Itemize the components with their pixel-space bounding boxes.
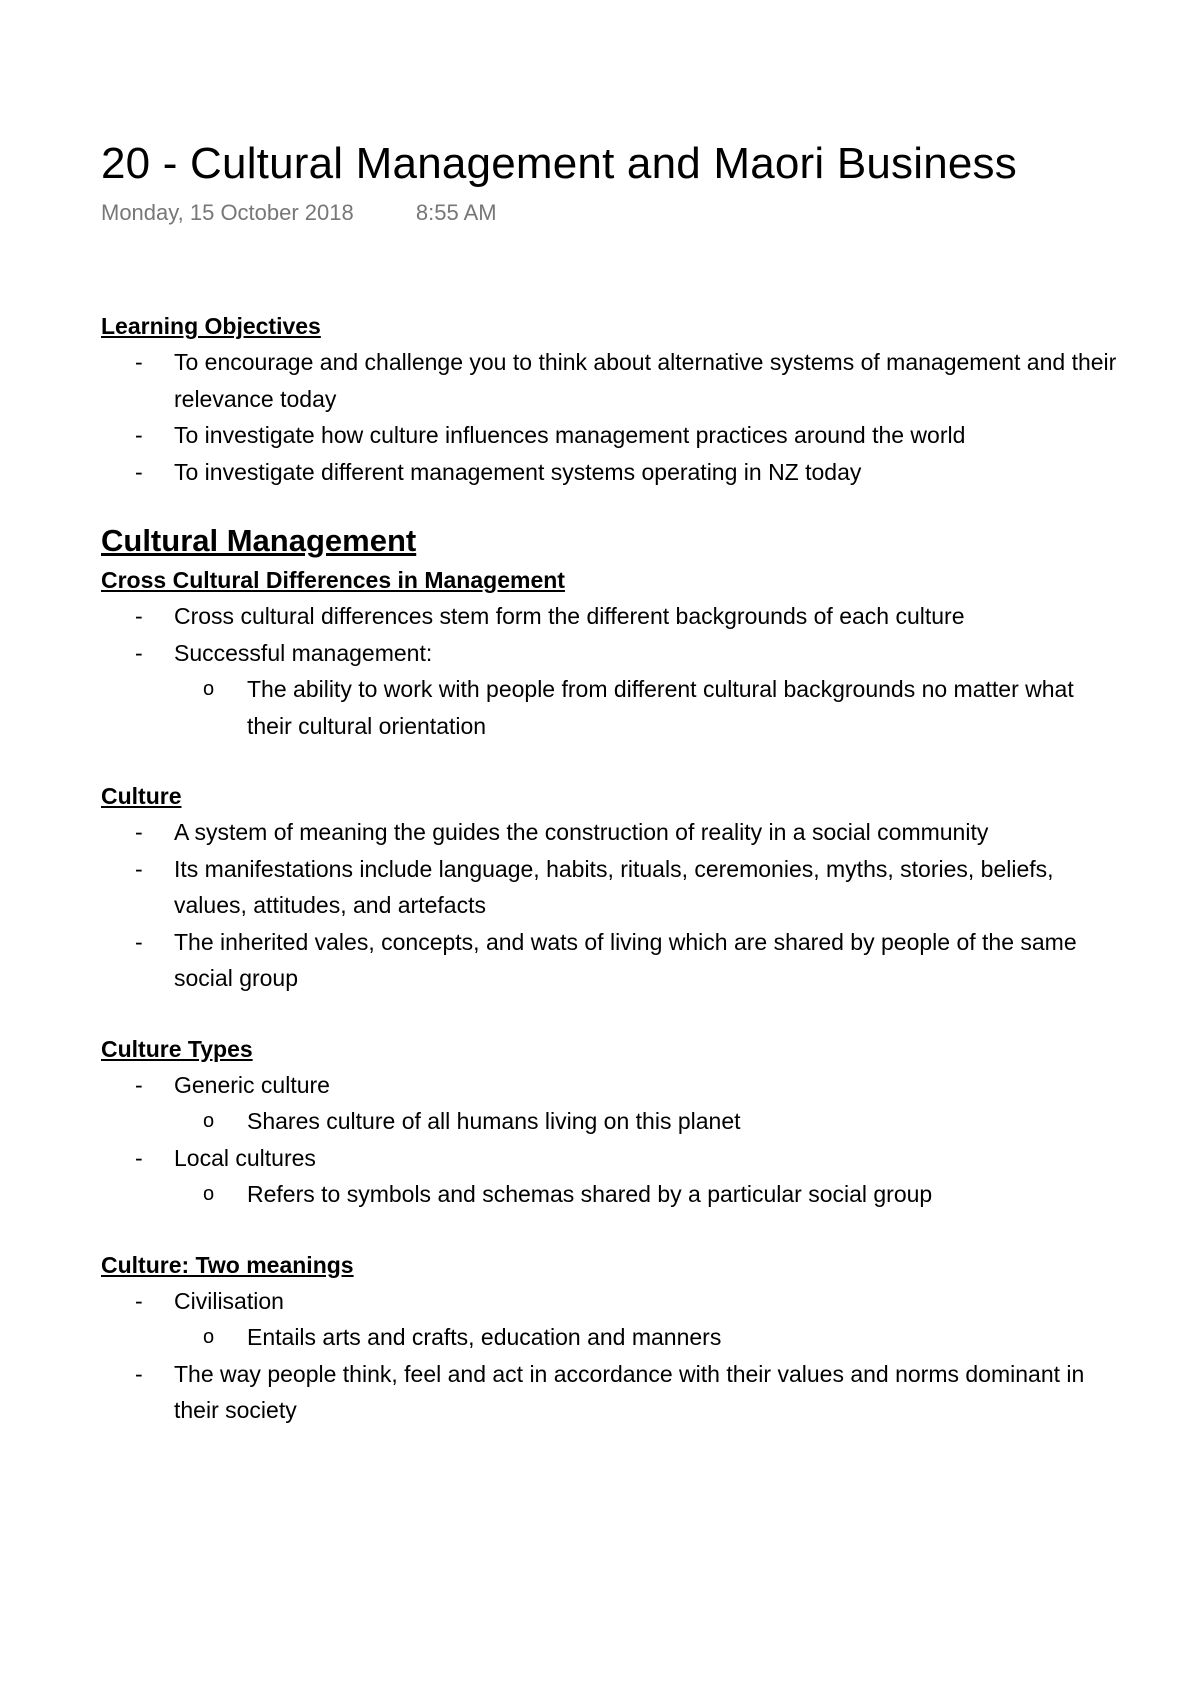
- sub-list-item: [101, 1103, 1120, 1140]
- list-item-text: Generic culture: [174, 1071, 330, 1098]
- list-item: [101, 344, 1120, 417]
- list-item: [101, 417, 1120, 454]
- dash-bullet-icon: -: [135, 1144, 143, 1171]
- list-item: [101, 1283, 1120, 1320]
- culture-section: [101, 778, 1120, 997]
- dash-bullet-icon: -: [135, 349, 143, 375]
- list-item: [101, 454, 1120, 491]
- sub-list-item: [101, 1176, 1120, 1213]
- list-item-text: Shares culture of all humans living on this planet: [247, 1108, 741, 1134]
- cross-cultural-heading: Cross Cultural Differences in Management: [101, 567, 565, 593]
- list-item-text: To investigate different management systems operating in NZ today: [174, 458, 862, 485]
- circle-bullet-icon: o: [203, 1183, 215, 1205]
- list-item: [101, 814, 1120, 851]
- dash-bullet-icon: -: [135, 458, 143, 485]
- list-item-text: Local cultures: [174, 1144, 316, 1171]
- dash-bullet-icon: -: [135, 1071, 143, 1098]
- sub-list-item: [101, 1319, 1120, 1356]
- cross-cultural-list: [101, 598, 1120, 744]
- cultural-management-heading: Cultural Management: [101, 523, 417, 558]
- dash-bullet-icon: -: [135, 422, 143, 448]
- list-item: [101, 598, 1120, 635]
- learning-objectives-heading: Learning Objectives: [101, 313, 321, 339]
- list-item-text: Successful management:: [174, 639, 433, 666]
- circle-bullet-icon: o: [203, 1110, 215, 1132]
- sub-list-item: [101, 671, 1120, 744]
- dash-bullet-icon: -: [135, 819, 143, 845]
- list-item-text: Refers to symbols and schemas shared by a particular social group: [247, 1181, 933, 1207]
- two-meanings-heading: Culture: Two meanings: [101, 1251, 354, 1278]
- page-time: 8:55 AM: [415, 200, 497, 225]
- dash-bullet-icon: -: [135, 1287, 143, 1314]
- list-item-text: To encourage and challenge you to think about alternative systems of management and their relevance today: [174, 349, 1117, 412]
- list-item-text: Cross cultural differences stem form the different backgrounds of each culture: [174, 603, 965, 629]
- circle-bullet-icon: o: [203, 1326, 215, 1348]
- list-item-text: The inherited vales, concepts, and wats of living which are shared by people of the same social group: [174, 928, 1077, 991]
- dash-bullet-icon: -: [135, 855, 143, 882]
- culture-types-list: [101, 1067, 1120, 1213]
- page-title: 20 - Cultural Management and Maori Business: [101, 139, 1017, 188]
- two-meanings-section: [101, 1247, 1120, 1429]
- list-item-text: The ability to work with people from different cultural backgrounds no matter what their cultural orientation: [247, 676, 1074, 739]
- list-item: [101, 1140, 1120, 1177]
- dash-bullet-icon: -: [135, 928, 143, 955]
- cultural-management-section: [101, 520, 1120, 744]
- two-meanings-list: [101, 1283, 1120, 1429]
- list-item: [101, 1356, 1120, 1429]
- list-item-text: Civilisation: [174, 1287, 284, 1314]
- list-item-text: The way people think, feel and act in accordance with their values and norms dominant in their society: [174, 1360, 1085, 1423]
- culture-types-heading: Culture Types: [101, 1035, 253, 1062]
- culture-list: [101, 814, 1120, 997]
- list-item: [101, 851, 1120, 924]
- learning-objectives-section: [101, 308, 1120, 490]
- circle-bullet-icon: o: [203, 678, 215, 700]
- list-item: [101, 635, 1120, 672]
- list-item-text: A system of meaning the guides the construction of reality in a social community: [174, 819, 989, 845]
- list-item-text: Its manifestations include language, habits, rituals, ceremonies, myths, stories, beliefs, values, attitudes, and artefacts: [174, 855, 1054, 918]
- dash-bullet-icon: -: [135, 603, 143, 629]
- learning-objectives-list: [101, 344, 1120, 490]
- list-item: [101, 1067, 1120, 1104]
- list-item: [101, 924, 1120, 997]
- list-item-text: To investigate how culture influences management practices around the world: [174, 422, 966, 448]
- page-content: [101, 308, 1120, 1429]
- list-item-text: Entails arts and crafts, education and manners: [247, 1324, 722, 1350]
- dash-bullet-icon: -: [135, 1360, 143, 1387]
- dash-bullet-icon: -: [135, 639, 143, 666]
- page-date: Monday, 15 October 2018: [101, 200, 354, 225]
- culture-heading: Culture: [101, 783, 182, 809]
- culture-types-section: [101, 1031, 1120, 1213]
- page-meta: [101, 198, 1120, 228]
